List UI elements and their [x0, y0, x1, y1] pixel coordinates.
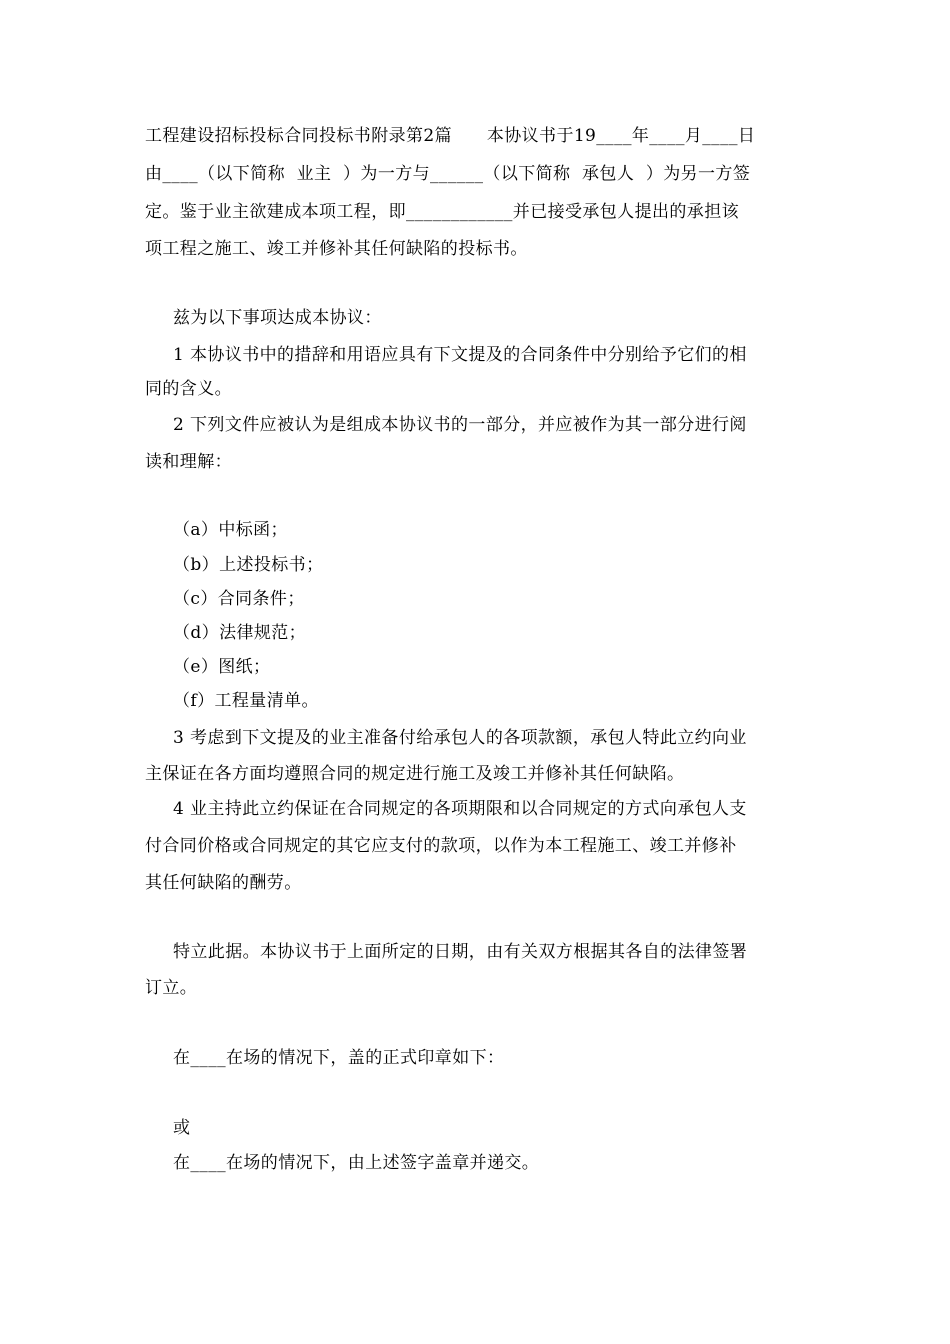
list-item: （e）图纸；: [173, 657, 271, 677]
witness-line-2: 订立。: [145, 978, 198, 998]
clause-3-line-1: 3 考虑到下文提及的业主准备付给承包人的各项款额，承包人特此立约向业: [173, 728, 747, 748]
clause-1-line-1: 1 本协议书中的措辞和用语应具有下文提及的合同条件中分别给予它们的相: [173, 345, 747, 365]
clause-2-line-2: 读和理解：: [145, 452, 232, 472]
intro-line-4: 项工程之施工、竣工并修补其任何缺陷的投标书。: [145, 239, 528, 259]
clause-4-line-3: 其任何缺陷的酬劳。: [145, 873, 302, 893]
seal-line: 在____在场的情况下，盖的正式印章如下：: [173, 1048, 505, 1068]
clause-2-line-1: 2 下列文件应被认为是组成本协议书的一部分，并应被作为其一部分进行阅: [173, 415, 747, 435]
list-item: （a）中标函；: [173, 520, 288, 540]
clause-1-line-2: 同的含义。: [145, 379, 232, 399]
or-text: 或: [173, 1118, 191, 1138]
list-item: （d）法律规范；: [173, 623, 307, 643]
intro-line-3: 定。鉴于业主欲建成本项工程，即____________并已接受承包人提出的承担该: [145, 202, 739, 222]
agreement-lead: 兹为以下事项达成本协议：: [173, 308, 382, 328]
intro-line-1: 工程建设招标投标合同投标书附录第2篇 本协议书于19____年____月____日: [145, 126, 756, 146]
list-item: （c）合同条件；: [173, 589, 305, 609]
clause-3-line-2: 主保证在各方面均遵照合同的规定进行施工及竣工并修补其任何缺陷。: [145, 764, 685, 784]
witness-line-1: 特立此据。本协议书于上面所定的日期，由有关双方根据其各自的法律签署: [173, 942, 748, 962]
clause-4-line-1: 4 业主持此立约保证在合同规定的各项期限和以合同规定的方式向承包人支: [173, 799, 747, 819]
list-item: （f）工程量清单。: [173, 691, 319, 711]
sign-line: 在____在场的情况下，由上述签字盖章并递交。: [173, 1153, 540, 1173]
clause-4-line-2: 付合同价格或合同规定的其它应支付的款项，以作为本工程施工、竣工并修补: [145, 836, 737, 856]
intro-line-2: 由____（以下简称 业主 ）为一方与______（以下简称 承包人 ）为另一方签: [145, 164, 751, 184]
list-item: （b）上述投标书；: [173, 555, 324, 575]
